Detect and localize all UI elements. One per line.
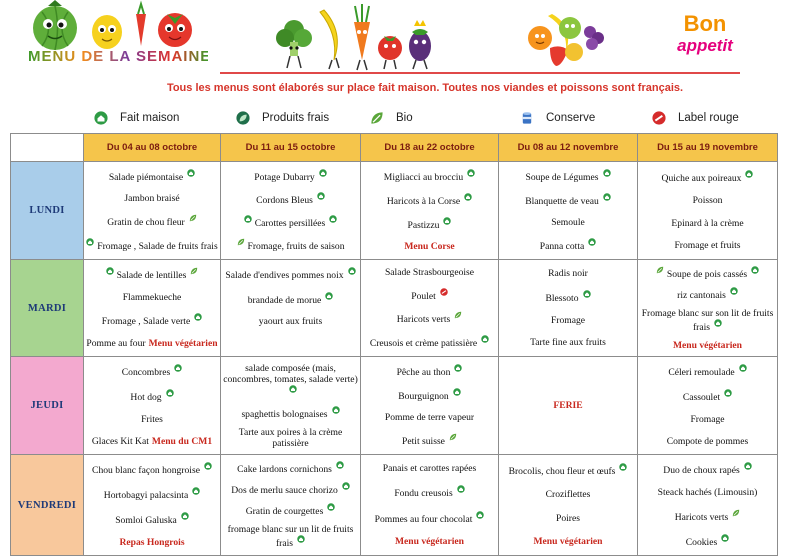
legend-item: [94, 110, 179, 126]
menu-item: [223, 503, 358, 517]
menu-cell: [499, 455, 637, 555]
menu-item: [223, 292, 358, 306]
legend-label: Bio: [396, 112, 413, 124]
dish-name: Semoule: [551, 217, 585, 228]
dish-name: Petit suisse: [402, 436, 445, 447]
day-cell-mardi: [11, 260, 83, 356]
menu-note: Repas Hongrois: [119, 536, 185, 548]
menu-item: [640, 287, 775, 301]
dish-name: Hot dog: [130, 392, 162, 404]
menu-note: Menu végétarien: [148, 337, 218, 349]
fait-maison-icon: [319, 169, 327, 177]
dish-name: Steack hachés (Limousin): [657, 487, 758, 499]
fait-maison-icon: [336, 461, 344, 469]
menu-item: [640, 340, 775, 351]
dish-name: Brocolis, chou fleur et œufs: [508, 466, 616, 478]
menu-item: [640, 534, 775, 548]
dish-name: Chou blanc façon hongroise: [92, 465, 200, 477]
bio-icon: [190, 267, 198, 275]
dish-name: Fromage , Salade de fruits frais: [97, 241, 218, 252]
table-corner: [11, 134, 83, 161]
dish-name: Dos de merlu sauce chorizo: [231, 484, 338, 496]
fait-maison-icon: [94, 111, 108, 125]
menu-item: [363, 433, 496, 447]
menu-item: [223, 524, 358, 549]
menu-item: [640, 218, 775, 229]
menu-item: [501, 400, 635, 411]
day-name: JEUDI: [30, 400, 64, 411]
dish-name: Hortobagyi palacsinta: [103, 490, 189, 502]
dish-name: Soupe de Légumes: [525, 172, 599, 183]
menu-item: [363, 463, 496, 474]
menu-item: [86, 389, 218, 403]
menu-item: [86, 487, 218, 501]
day-name: MARDI: [27, 302, 67, 314]
menu-item: [223, 338, 358, 349]
menu-item: [501, 489, 635, 500]
menu-item: [223, 316, 358, 327]
dish-name: Pêche au thon: [396, 367, 451, 378]
menu-item: [86, 193, 218, 204]
menu-cell: [638, 260, 777, 356]
legend-item: [652, 110, 739, 126]
dish-name: yaourt aux fruits: [258, 316, 323, 328]
menu-cell: [638, 162, 777, 259]
legend-label: Fait maison: [120, 112, 180, 124]
fait-maison-icon: [453, 388, 461, 396]
fait-maison-icon: [181, 512, 189, 520]
dish-name: Tarte fine aux fruits: [530, 337, 606, 349]
menu-item: [86, 214, 218, 228]
fait-maison-icon: [730, 287, 738, 295]
menu-item: [640, 487, 775, 498]
bio-icon: [449, 433, 457, 441]
menu-item: [640, 389, 775, 403]
menu-cell: [361, 357, 498, 454]
legend-item: [370, 110, 413, 126]
menu-item: [223, 406, 358, 420]
dish-name: Salade de lentilles: [116, 270, 187, 282]
dish-name: Cassoulet: [682, 392, 721, 404]
menu-item: [363, 388, 496, 402]
fait-maison-icon: [603, 169, 611, 177]
menu-item: [86, 267, 218, 281]
menu-item: [363, 536, 496, 547]
menu-table: [10, 133, 778, 556]
menu-item: [501, 337, 635, 348]
menu-item: [501, 290, 635, 304]
menu-item: [223, 267, 358, 281]
fait-maison-icon: [297, 535, 305, 543]
menu-item: [363, 335, 496, 349]
logo-vegetables-illustration: [20, 0, 220, 52]
dish-name: Panna cotta: [539, 241, 585, 252]
menu-item: [501, 536, 635, 547]
dish-name: Somloi Galuska: [115, 514, 177, 526]
dish-name: Blessoto: [545, 292, 579, 304]
bio-icon: [732, 509, 740, 517]
dish-name: Salade Strasbourgeoise: [384, 266, 475, 278]
dish-name: Salade piémontaise: [108, 172, 184, 183]
menu-item: [640, 414, 775, 425]
legend-label: Conserve: [546, 112, 596, 124]
menu-item: [640, 308, 775, 333]
label-rouge-icon: [652, 111, 666, 125]
fait-maison-icon: [583, 290, 591, 298]
dish-name: salade composée (mais, concombres, tomates, salade verte): [223, 362, 358, 385]
menu-item: [640, 509, 775, 523]
menu-cell: [84, 455, 220, 555]
menu-item: [86, 169, 218, 183]
dish-name: Tarte aux poires à la crème patissière: [238, 426, 343, 449]
dish-name: Quiche aux poireaux: [661, 172, 742, 184]
legend-label: Produits frais: [262, 112, 330, 124]
menu-item: [640, 436, 775, 447]
bon-appetit-bon: Bon: [683, 11, 727, 36]
dish-name: Gratin de chou fleur: [107, 217, 185, 228]
dish-name: Glaces Kit Kat: [91, 435, 149, 447]
dish-name: Radis noir: [548, 267, 588, 279]
menu-item: [363, 288, 496, 302]
menu-item: [501, 463, 635, 477]
week-header: Du 18 au 22 octobre: [361, 134, 498, 161]
fait-maison-icon: [739, 364, 747, 372]
dish-name: Haricots verts: [396, 314, 451, 326]
menu-item: [363, 267, 496, 278]
menu-cell: [638, 455, 777, 555]
fait-maison-icon: [745, 170, 753, 178]
menu-cell: [221, 357, 360, 454]
day-cell-jeudi: [11, 357, 83, 454]
dish-name: Pomme au four: [86, 337, 146, 349]
fait-maison-icon: [476, 511, 484, 519]
day-name: VENDREDI: [17, 499, 77, 511]
dish-name: Fromage, fruits de saison: [247, 241, 345, 253]
dish-name: Flammekueche: [122, 291, 182, 303]
menu-note: Menu Corse: [404, 241, 455, 252]
dish-name: Duo de choux rapés: [663, 465, 740, 477]
menu-item: [223, 482, 358, 496]
fait-maison-icon: [166, 389, 174, 397]
menu-item: [223, 215, 358, 229]
menu-item: [363, 485, 496, 499]
menu-cell: [499, 357, 637, 454]
menu-item: [501, 315, 635, 326]
fait-maison-icon: [329, 215, 337, 223]
fait-maison-icon: [192, 487, 200, 495]
menu-item: [223, 192, 358, 206]
menu-item: [363, 193, 496, 207]
menu-item: [640, 240, 775, 251]
legend: [0, 110, 789, 126]
fait-maison-icon: [464, 193, 472, 201]
menu-cell: [84, 357, 220, 454]
menu-item: [501, 513, 635, 524]
menu-cell: [499, 162, 637, 259]
legend-item: [236, 110, 329, 126]
dish-name: Compote de pommes: [666, 435, 749, 447]
menu-item: [86, 338, 218, 349]
fait-maison-icon: [603, 193, 611, 201]
dish-name: Pommes au four chocolat: [374, 513, 473, 525]
dish-name: Pastizzu: [407, 220, 440, 231]
dish-name: Fromage et fruits: [674, 240, 741, 252]
bio-icon: [237, 238, 245, 246]
menu-cell: [361, 260, 498, 356]
menu-item: [363, 511, 496, 525]
dish-name: Haricots verts: [674, 511, 729, 523]
dish-name: Bourguignon: [398, 391, 449, 402]
dish-name: Fromage blanc sur son lit de fruits frais: [641, 307, 774, 333]
week-header: Du 15 au 19 novembre: [638, 134, 777, 161]
bio-icon: [454, 311, 462, 319]
dish-name: spaghettis bolognaises: [241, 408, 328, 420]
fait-maison-icon: [751, 266, 759, 274]
fait-maison-icon: [588, 238, 596, 246]
label-rouge-icon: [440, 288, 448, 296]
menu-item: [223, 363, 358, 399]
bon-appetit-appetit: appetit: [677, 36, 733, 55]
menu-note: Menu du CM1: [151, 435, 213, 447]
dish-name: Concombres: [121, 367, 171, 379]
fait-maison-icon: [187, 169, 195, 177]
legend-label: Label rouge: [678, 112, 739, 124]
menu-item: [501, 217, 635, 228]
fait-maison-icon: [457, 485, 465, 493]
week-header: Du 04 au 08 octobre: [84, 134, 220, 161]
menu-item: [363, 412, 496, 423]
conserve-icon: [520, 111, 534, 125]
dish-name: Poulet: [411, 290, 436, 302]
fait-maison-icon: [106, 267, 114, 275]
menu-de-la-semaine-logo: MENU DE LA SEMAINE: [28, 48, 212, 65]
menu-note: Menu végétarien: [533, 535, 603, 547]
headline: Tous les menus sont élaborés sur place fait maison. Toutes nos viandes et poissons sont français.: [166, 82, 684, 94]
menu-item: [363, 169, 496, 183]
dish-name: Migliacci au brocciu: [383, 172, 464, 183]
menu-note: Menu végétarien: [394, 536, 464, 548]
day-name: LUNDI: [29, 205, 65, 216]
menu-item: [86, 414, 218, 425]
dish-name: Fromage: [690, 413, 725, 425]
menu-item: [86, 436, 218, 447]
menu-cell: [84, 260, 220, 356]
menu-item: [86, 238, 218, 252]
menu-item: [363, 217, 496, 231]
menu-cell: [638, 357, 777, 454]
legend-item: [520, 110, 595, 126]
menu-item: [640, 170, 775, 184]
menu-item: [501, 169, 635, 183]
week-header: Du 11 au 15 octobre: [221, 134, 360, 161]
bio-icon: [370, 111, 384, 125]
dish-name: Jambon braisé: [124, 193, 180, 204]
fruit-characters-illustration: [522, 6, 614, 70]
fait-maison-icon: [204, 462, 212, 470]
menu-item: [640, 462, 775, 476]
menu-note: FERIE: [553, 400, 583, 411]
menu-item: [640, 266, 775, 280]
dish-name: Panais et carottes rapées: [382, 462, 477, 474]
day-cell-lundi: [11, 162, 83, 259]
fait-maison-icon: [325, 292, 333, 300]
dish-name: Cordons Bleus: [256, 194, 313, 206]
dish-name: Cake lardons cornichons: [237, 463, 332, 475]
fait-maison-icon: [348, 267, 356, 275]
dish-name: Gratin de courgettes: [245, 506, 324, 518]
dish-name: Pomme de terre vapeur: [384, 412, 475, 423]
fait-maison-icon: [244, 215, 252, 223]
bio-icon: [656, 266, 664, 274]
dish-name: Haricots à la Corse: [386, 196, 461, 207]
fait-maison-icon: [454, 364, 462, 372]
menu-item: [86, 313, 218, 327]
dish-name: Epinard à la crème: [671, 217, 744, 229]
menu-cell: [499, 260, 637, 356]
menu-cell: [221, 455, 360, 555]
week-header: Du 08 au 12 novembre: [499, 134, 637, 161]
menu-item: [223, 461, 358, 475]
fait-maison-icon: [174, 364, 182, 372]
menu-item: [501, 193, 635, 207]
menu-item: [501, 268, 635, 279]
fait-maison-icon: [289, 385, 297, 393]
produits-frais-icon: [236, 111, 250, 125]
menu-item: [86, 364, 218, 378]
menu-item: [86, 537, 218, 548]
fait-maison-icon: [724, 389, 732, 397]
fait-maison-icon: [619, 463, 627, 471]
dish-name: Céleri remoulade: [668, 367, 735, 379]
dish-name: Poisson: [692, 195, 723, 207]
dish-name: Creusois et crème patissière: [369, 338, 478, 350]
menu-item: [86, 462, 218, 476]
dish-name: Fondu creusois: [394, 488, 453, 500]
fait-maison-icon: [342, 482, 350, 490]
fait-maison-icon: [332, 406, 340, 414]
bon-appetit-logo: [664, 12, 746, 70]
menu-cell: [84, 162, 220, 259]
menu-cell: [221, 162, 360, 259]
fait-maison-icon: [86, 238, 94, 246]
dish-name: Poires: [556, 512, 580, 524]
header-divider: [220, 72, 740, 74]
menu-note: Menu végétarien: [672, 339, 742, 351]
menu-item: [363, 241, 496, 252]
dish-name: Cookies: [685, 536, 718, 548]
vegetable-characters-illustration: [272, 2, 447, 72]
fait-maison-icon: [327, 503, 335, 511]
fait-maison-icon: [467, 169, 475, 177]
dish-name: Frites: [141, 413, 163, 425]
menu-item: [363, 311, 496, 325]
fait-maison-icon: [721, 534, 729, 542]
menu-cell: [361, 455, 498, 555]
fait-maison-icon: [443, 217, 451, 225]
menu-item: [223, 238, 358, 252]
menu-item: [363, 364, 496, 378]
fait-maison-icon: [194, 313, 202, 321]
dish-name: Fromage: [550, 315, 586, 327]
menu-item: [640, 364, 775, 378]
fait-maison-icon: [714, 319, 722, 327]
menu-item: [640, 195, 775, 206]
menu-cell: [361, 162, 498, 259]
dish-name: Fromage , Salade verte: [101, 316, 191, 328]
dish-name: fromage blanc sur un lit de fruits frais: [227, 524, 354, 550]
menu-item: [501, 238, 635, 252]
dish-name: Croziflettes: [545, 489, 591, 501]
dish-name: Blanquette de veau: [525, 196, 599, 207]
dish-name: brandade de morue: [247, 294, 322, 306]
bio-icon: [189, 214, 197, 222]
dish-name: Potage Dubarry: [254, 171, 315, 183]
fait-maison-icon: [744, 462, 752, 470]
dish-name: Carottes persillées: [254, 218, 326, 230]
menu-item: [86, 512, 218, 526]
dish-name: Salade d'endives pommes noix: [225, 270, 344, 282]
menu-item: [86, 292, 218, 303]
fait-maison-icon: [317, 192, 325, 200]
day-cell-vendredi: [11, 455, 83, 555]
menu-item: [223, 427, 358, 449]
menu-item: [223, 169, 358, 183]
dish-name: riz cantonais: [677, 289, 726, 301]
dish-name: Soupe de pois cassés: [666, 268, 748, 280]
fait-maison-icon: [481, 335, 489, 343]
menu-cell: [221, 260, 360, 356]
